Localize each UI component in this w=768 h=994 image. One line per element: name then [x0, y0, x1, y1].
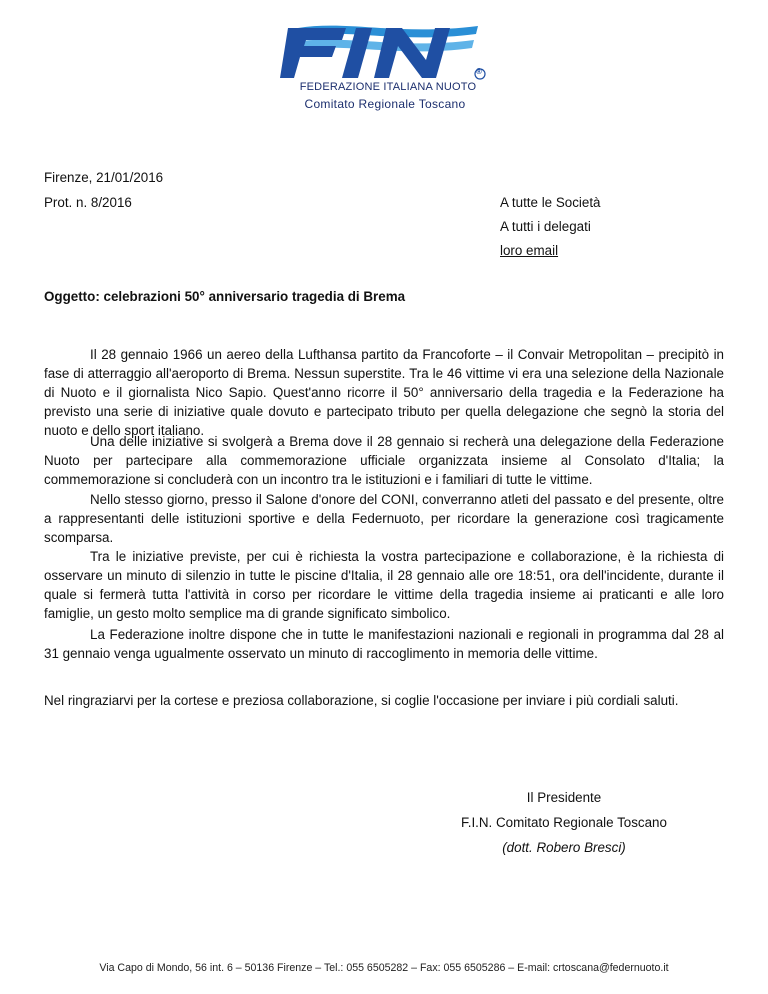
recipient-email — [500, 241, 558, 260]
body-paragraph-3: Nello stesso giorno, presso il Salone d'onore del CONI, converranno atleti del passato e del presente, oltre a rappresentanti delle istituzioni sportive e della Federnuoto, per ricordare la generazione così tragicamente scomparsa. — [44, 492, 724, 545]
federation-name: FEDERAZIONE ITALIANA NUOTO — [299, 81, 477, 93]
footer-address: Via Capo di Mondo, 56 int. 6 – 50136 Firenze – Tel.: 055 6505282 – Fax: 055 6505286 – E-mail: crtoscana@federnuoto.it — [99, 962, 669, 974]
signature-role: Il Presidente — [526, 790, 602, 805]
signature-organization: F.I.N. Comitato Regionale Toscano — [461, 815, 667, 830]
committee-name: Comitato Regionale Toscano — [304, 97, 466, 111]
subject-line: Oggetto: celebrazioni 50° anniversario tragedia di Brema — [44, 289, 406, 304]
body-paragraph-5: La Federazione inoltre dispone che in tutte le manifestazioni nazionali e regionali in programma dal 28 al 31 gennaio venga ugualmente osservato un minuto di raccoglimento in memoria delle vittime. — [44, 627, 724, 661]
closing-line: Nel ringraziarvi per la cortese e preziosa collaborazione, si coglie l'occasione per inviare i più cordiali saluti. — [44, 693, 679, 708]
recipient-societies: A tutte le Società — [500, 195, 601, 210]
recipient-delegates: A tutti i delegati — [500, 219, 591, 234]
registered-mark: ® — [476, 67, 482, 76]
fin-logo — [278, 22, 492, 114]
body-paragraph-4: Tra le iniziative previste, per cui è richiesta la vostra partecipazione e collaborazione, è la richiesta di osservare un minuto di silenzio in tutte le piscine d'Italia, il 28 gennaio alle ore 18:51, ora dell'incidente, durante il quale si fermerà tutta l'attività in corso per ricordare le vittime della tragedia insieme ai praticanti e alle loro famiglie, un gesto molto semplice ma di grande significato simbolico. — [44, 549, 724, 621]
recipient-email-text: loro email — [500, 243, 559, 258]
signature-name: (dott. Robero Bresci) — [502, 840, 626, 855]
place-date: Firenze, 21/01/2016 — [44, 170, 164, 185]
body-paragraph-2: Una delle iniziative si svolgerà a Brema dove il 28 gennaio si recherà una delegazione della Federazione Nuoto per partecipare alla commemorazione ufficiale organizzata insieme al Consolato d'Italia; la commemorazione si concluderà con un incontro tra le istituzioni e i familiari di tutte le vittime. — [44, 434, 724, 487]
protocol-number: Prot. n. 8/2016 — [44, 195, 132, 210]
body-paragraph-1: Il 28 gennaio 1966 un aereo della Lufthansa partito da Francoforte – il Convair Metropolitan – precipitò in fase di atterraggio all'aeroporto di Brema. Nessun superstite. Tra le 46 vittime vi era una selezione della Nazionale di Nuoto e il giornalista Nico Sapio. Quest'anno ricorre il 50° anniversario della tragedia e la Federazione ha previsto una serie di iniziative quale dovuto e partecipato tributo per quella delegazione che segnò la storia del nuoto e dello sport italiano. — [44, 347, 724, 438]
fin-logo-mark — [278, 22, 492, 82]
